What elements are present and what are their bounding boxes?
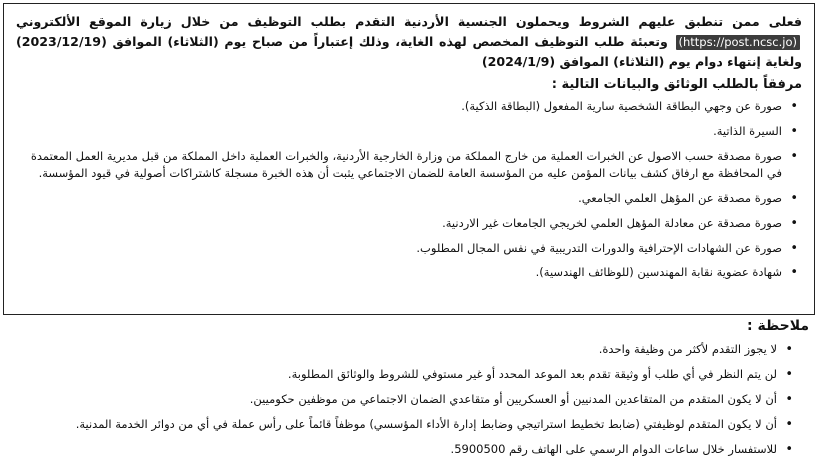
note-item: • للاستفسار خلال ساعات الدوام الرسمي على الهاتف رقم 5900500.: [10, 441, 777, 458]
document-item: • السيرة الذاتية.: [14, 123, 782, 140]
document-item: • صورة مصدقة حسب الاصول عن الخبرات العملية من خارج المملكة من وزارة الخارجية الأردنية، والخبرات العملية داخل المملكة من قبل مديرية العمل المعتمدة في المحافظة مع ارفاق كشف بيانات المؤمن عليه من المؤسسة العامة للضمان الاجتماعي يثبت أن هذه الخبرة مسجلة كاشتراكات أصولية في قيود المؤسسة.: [14, 148, 782, 182]
notes-list: [10, 341, 809, 466]
intro-text-start: فعلى ممن تنطبق عليهم الشروط ويحملون الجنسية الأردنية التقدم بطلب التوظيف من خلال زيارة الموقع الألكتروني: [16, 14, 802, 29]
document-item: • صورة عن وجهي البطاقة الشخصية سارية المفعول (البطاقة الذكية).: [14, 98, 782, 115]
application-instructions-box: [3, 3, 815, 315]
note-item: • لا يجوز التقدم لأكثر من وظيفة واحدة.: [10, 341, 777, 358]
attachments-heading: مرفقاً بالطلب الوثائق والبيانات التالية :: [551, 77, 802, 92]
note-item: • أن لا يكون المتقدم من المتقاعدين المدنيين أو العسكريين أو متقاعدي الضمان الاجتماعي من موظفين حكوميين.: [10, 391, 777, 408]
document-item: • صورة مصدقة عن معادلة المؤهل العلمي لخريجي الجامعات غير الاردنية.: [14, 215, 782, 232]
note-heading: ملاحظة :: [747, 318, 809, 334]
website-url-link[interactable]: (https://post.ncsc.jo): [676, 35, 801, 50]
document-item: • صورة عن الشهادات الإحترافية والدورات التدريبية في نفس المجال المطلوب.: [14, 240, 782, 257]
document-item: • صورة مصدقة عن المؤهل العلمي الجامعي.: [14, 190, 782, 207]
intro-text-end: وتعبئة طلب التوظيف المخصص لهذه الغاية، وذلك إعتباراً من صباح يوم (الثلاثاء) الموافق (2023/12/19) ولغاية إنتهاء دوام يوم (الثلاثاء) الموافق (2024/1/9): [16, 34, 802, 69]
note-item: • أن لا يكون المتقدم لوظيفتي (ضابط تخطيط استراتيجي وضابط إدارة الأداء المؤسسي) موظفاً قائماً على رأس عملة في أي من دوائر الخدمة المدنية.: [10, 416, 777, 433]
note-item: • لن يتم النظر في أي طلب أو وثيقة تقدم بعد الموعد المحدد أو غير مستوفي للشروط والوثائق المطلوبة.: [10, 366, 777, 383]
intro-paragraph: [16, 12, 802, 72]
document-item: • شهادة عضوية نقابة المهندسين (للوظائف الهندسية).: [14, 264, 782, 281]
documents-list: [14, 98, 804, 288]
